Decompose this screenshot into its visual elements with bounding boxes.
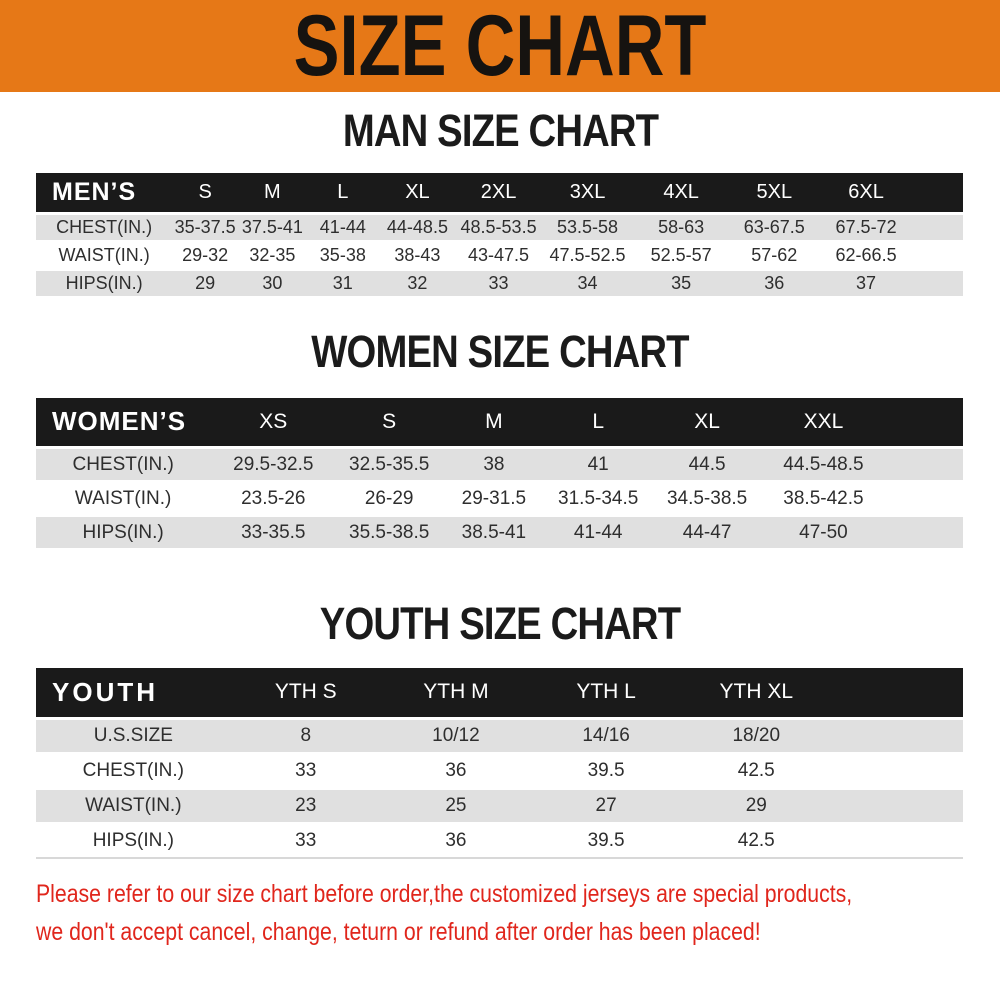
measurement-value: 34.5-38.5 <box>666 487 748 509</box>
row-label: WAIST(IN.) <box>58 244 150 265</box>
size-column-header: YTH XL <box>719 680 794 704</box>
size-column-header: XL <box>694 409 720 433</box>
spacer-cell <box>912 241 963 269</box>
measurement-value: 47-50 <box>799 521 848 543</box>
measurement-value: 39.5 <box>587 759 625 781</box>
measurement-row <box>36 823 963 858</box>
row-label: HIPS(IN.) <box>65 272 143 293</box>
size-column-header: L <box>592 409 605 433</box>
measurement-value: 31.5-34.5 <box>558 487 639 509</box>
measurement-value: 32.5-35.5 <box>349 453 430 475</box>
measurement-row <box>36 448 963 482</box>
size-column-header: YTH M <box>423 680 489 704</box>
measurement-value: 29-31.5 <box>461 487 527 509</box>
measurement-value: 52.5-57 <box>650 244 712 265</box>
note-line-2: we don't accept cancel, change, teturn or refund after order has been placed! <box>36 918 761 946</box>
measurement-value: 29-32 <box>182 244 229 265</box>
measurement-value: 14/16 <box>582 724 630 746</box>
youth-size-chart-heading <box>0 598 1000 649</box>
measurement-value: 37.5-41 <box>241 216 303 237</box>
measurement-value: 36 <box>445 759 467 781</box>
spacer-cell <box>883 516 963 550</box>
measurement-value: 37 <box>856 272 877 293</box>
table-corner-label: WOMEN’S <box>52 406 187 437</box>
man-size-chart-heading-text: MAN SIZE CHART <box>342 105 658 156</box>
measurement-value: 44.5 <box>688 453 726 475</box>
spacer-cell <box>831 823 963 858</box>
measurement-value: 33 <box>295 829 317 851</box>
measurement-value: 57-62 <box>751 244 798 265</box>
spacer-cell <box>912 213 963 241</box>
measurement-value: 43-47.5 <box>468 244 530 265</box>
size-column-header: XXL <box>803 409 844 433</box>
man-size-chart-heading <box>0 105 1000 156</box>
measurement-value: 42.5 <box>737 829 775 851</box>
size-column-header: M <box>485 409 503 433</box>
measurement-value: 41 <box>587 453 609 475</box>
spacer-cell <box>912 269 963 297</box>
measurement-value: 38.5-42.5 <box>783 487 864 509</box>
measurement-value: 29.5-32.5 <box>233 453 314 475</box>
row-label: CHEST(IN.) <box>72 453 174 475</box>
row-label: WAIST(IN.) <box>74 487 172 509</box>
measurement-value: 48.5-53.5 <box>460 216 537 237</box>
women-header-row <box>36 398 963 448</box>
measurement-value: 27 <box>595 794 617 816</box>
measurement-value: 47.5-52.5 <box>549 244 626 265</box>
measurement-value: 10/12 <box>432 724 480 746</box>
measurement-value: 33 <box>488 272 509 293</box>
spacer-cell <box>883 398 963 448</box>
measurement-value: 8 <box>300 724 312 746</box>
measurement-value: 35.5-38.5 <box>349 521 430 543</box>
measurement-value: 41-44 <box>319 216 366 237</box>
measurement-value: 33-35.5 <box>241 521 306 543</box>
youth-header-row <box>36 668 963 718</box>
measurement-value: 36 <box>764 272 785 293</box>
size-column-header: S <box>382 409 397 433</box>
measurement-value: 35-38 <box>319 244 366 265</box>
measurement-value: 29 <box>745 794 767 816</box>
measurement-row <box>36 788 963 823</box>
measurement-value: 26-29 <box>364 487 414 509</box>
measurement-value: 58-63 <box>658 216 705 237</box>
measurement-value: 36 <box>445 829 467 851</box>
size-column-header: 3XL <box>569 180 606 203</box>
measurement-value: 30 <box>262 272 283 293</box>
measurement-value: 31 <box>332 272 353 293</box>
measurement-value: 35 <box>671 272 692 293</box>
measurement-row <box>36 269 963 297</box>
measurement-value: 33 <box>295 759 317 781</box>
youth-size-table <box>36 668 963 859</box>
measurement-value: 35-37.5 <box>174 216 236 237</box>
measurement-value: 44-48.5 <box>386 216 448 237</box>
measurement-value: 44.5-48.5 <box>783 453 864 475</box>
measurement-value: 23 <box>295 794 317 816</box>
size-column-header: XS <box>259 409 288 433</box>
size-chart-banner <box>0 0 1000 92</box>
measurement-value: 62-66.5 <box>835 244 897 265</box>
men-size-table <box>36 173 963 299</box>
table-corner-label: MEN’S <box>52 177 137 206</box>
measurement-value: 34 <box>577 272 598 293</box>
row-label: WAIST(IN.) <box>85 794 182 816</box>
spacer-cell <box>831 668 963 718</box>
row-label: CHEST(IN.) <box>82 759 184 781</box>
spacer-cell <box>883 448 963 482</box>
measurement-value: 67.5-72 <box>835 216 897 237</box>
measurement-value: 18/20 <box>732 724 781 746</box>
measurement-value: 41-44 <box>573 521 623 543</box>
table-corner-label: YOUTH <box>52 676 158 707</box>
men-header-row <box>36 173 963 213</box>
size-column-header: 5XL <box>756 180 793 203</box>
spacer-cell <box>912 173 963 213</box>
women-size-table <box>36 398 963 552</box>
measurement-value: 38.5-41 <box>461 521 527 543</box>
youth-size-chart-heading-text: YOUTH SIZE CHART <box>319 598 681 649</box>
size-column-header: 6XL <box>848 180 884 203</box>
size-column-header: YTH L <box>576 680 636 704</box>
spacer-cell <box>831 788 963 823</box>
measurement-value: 38 <box>483 453 505 475</box>
size-column-header: S <box>198 180 212 203</box>
size-column-header: XL <box>405 180 430 203</box>
row-label: HIPS(IN.) <box>92 829 174 851</box>
measurement-value: 63-67.5 <box>743 216 805 237</box>
size-column-header: M <box>264 180 281 203</box>
measurement-value: 44-47 <box>682 521 732 543</box>
measurement-row <box>36 516 963 550</box>
row-label: U.S.SIZE <box>93 724 173 746</box>
banner-title: SIZE CHART <box>293 0 707 94</box>
measurement-value: 39.5 <box>587 829 625 851</box>
measurement-value: 25 <box>445 794 467 816</box>
measurement-value: 32-35 <box>249 244 296 265</box>
size-column-header: 4XL <box>663 180 699 203</box>
size-column-header: YTH S <box>274 680 337 704</box>
measurement-row <box>36 241 963 269</box>
measurement-row <box>36 213 963 241</box>
measurement-row <box>36 718 963 753</box>
measurement-row <box>36 753 963 788</box>
spacer-cell <box>883 482 963 516</box>
size-column-header: 2XL <box>480 180 517 203</box>
size-column-header: L <box>337 180 349 203</box>
note-line-1: Please refer to our size chart before order,the customized jerseys are special products, <box>36 880 853 908</box>
spacer-cell <box>831 718 963 753</box>
row-label: HIPS(IN.) <box>82 521 164 543</box>
measurement-value: 42.5 <box>737 759 775 781</box>
spacer-cell <box>831 753 963 788</box>
size-note <box>36 875 1000 951</box>
row-label: CHEST(IN.) <box>56 216 153 237</box>
measurement-value: 29 <box>195 272 216 293</box>
women-size-chart-heading <box>0 325 1000 377</box>
measurement-value: 38-43 <box>394 244 441 265</box>
measurement-row <box>36 482 963 516</box>
measurement-value: 53.5-58 <box>557 216 619 237</box>
women-size-chart-heading-text: WOMEN SIZE CHART <box>311 325 689 377</box>
measurement-value: 23.5-26 <box>241 487 306 509</box>
measurement-value: 32 <box>407 272 428 293</box>
